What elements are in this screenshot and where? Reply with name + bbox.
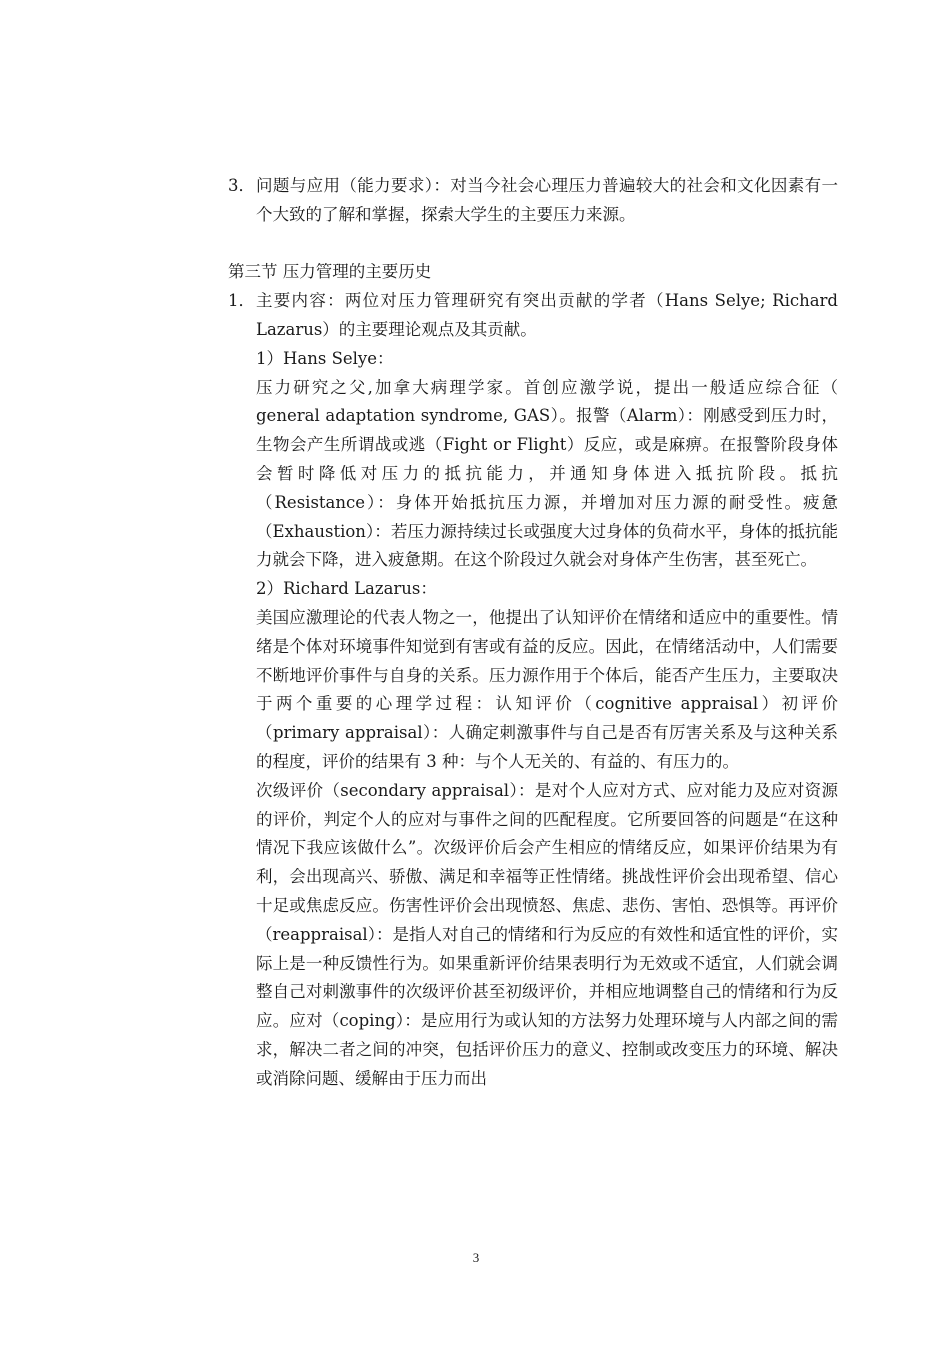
list-item-number: 1．	[228, 291, 255, 311]
page-number: 3	[472, 1250, 480, 1265]
subsection-heading: 1）Hans Selye：	[256, 348, 394, 368]
blank-line	[228, 230, 838, 259]
subsection-richard-lazarus	[256, 575, 838, 1093]
section-title: 第三节 压力管理的主要历史	[228, 262, 432, 282]
list-item-3	[228, 172, 838, 230]
page-content	[228, 172, 838, 1094]
list-item-text: 主要内容：两位对压力管理研究有突出贡献的学者（Hans Selye; Richard Lazarus）的主要理论观点及其贡献。	[256, 291, 838, 339]
paragraph: 压力研究之父,加拿大病理学家。首创应激学说，提出一般适应综合征（ general adaptation syndrome, GAS）。报警（Alarm）：刚感受到压力时，生物会产生所谓战或逃（Fight or Flight）反应，或是麻痹。在报警阶段身体会暂时降低对压力的抵抗能力，并通知身体进入抵抗阶段。抵抗（Resistance）：身体开始抵抗压力源，并增加对压力源的耐受性。疲惫（Exhaustion）：若压力源持续过长或强度大过身体的负荷水平，身体的抵抗能力就会下降，进入疲惫期。在这个阶段过久就会对身体产生伤害，甚至死亡。	[256, 377, 838, 570]
list-item-1	[228, 287, 838, 345]
paragraph: 次级评价（secondary appraisal）：是对个人应对方式、应对能力及应对资源的评价，判定个人的应对与事件之间的匹配程度。它所要回答的问题是“在这种情况下我应该做什么”。次级评价后会产生相应的情绪反应，如果评价结果为有利，会出现高兴、骄傲、满足和幸福等正性情绪。挑战性评价会出现希望、信心十足或焦虑反应。伤害性评价会出现愤怒、焦虑、悲伤、害怕、恐惧等。再评价（reappraisal）：是指人对自己的情绪和行为反应的有效性和适宜性的评价，实际上是一种反馈性行为。如果重新评价结果表明行为无效或不适宜，人们就会调整自己对刺激事件的次级评价甚至初级评价，并相应地调整自己的情绪和行为反应。应对（coping）：是应用行为或认知的方法努力处理环境与人内部之间的需求，解决二者之间的冲突，包括评价压力的意义、控制或改变压力的环境、解决或消除问题、缓解由于压力而出	[256, 780, 838, 1088]
subsection-heading: 2）Richard Lazarus：	[256, 579, 437, 599]
list-item-text: 问题与应用（能力要求）：对当今社会心理压力普遍较大的社会和文化因素有一个大致的了解和掌握，探索大学生的主要压力来源。	[256, 176, 838, 224]
paragraph: 美国应激理论的代表人物之一，他提出了认知评价在情绪和适应中的重要性。情绪是个体对环境事件知觉到有害或有益的反应。因此，在情绪活动中，人们需要不断地评价事件与自身的关系。压力源作用于个体后，能否产生压力，主要取决于两个重要的心理学过程：认知评价（cognitive appraisal）初评价（primary appraisal）：人确定刺激事件与自己是否有厉害关系及与这种关系的程度，评价的结果有 3 种：与个人无关的、有益的、有压力的。	[256, 607, 838, 771]
subsection-hans-selye	[256, 345, 838, 575]
list-item-number: 3．	[228, 176, 255, 195]
